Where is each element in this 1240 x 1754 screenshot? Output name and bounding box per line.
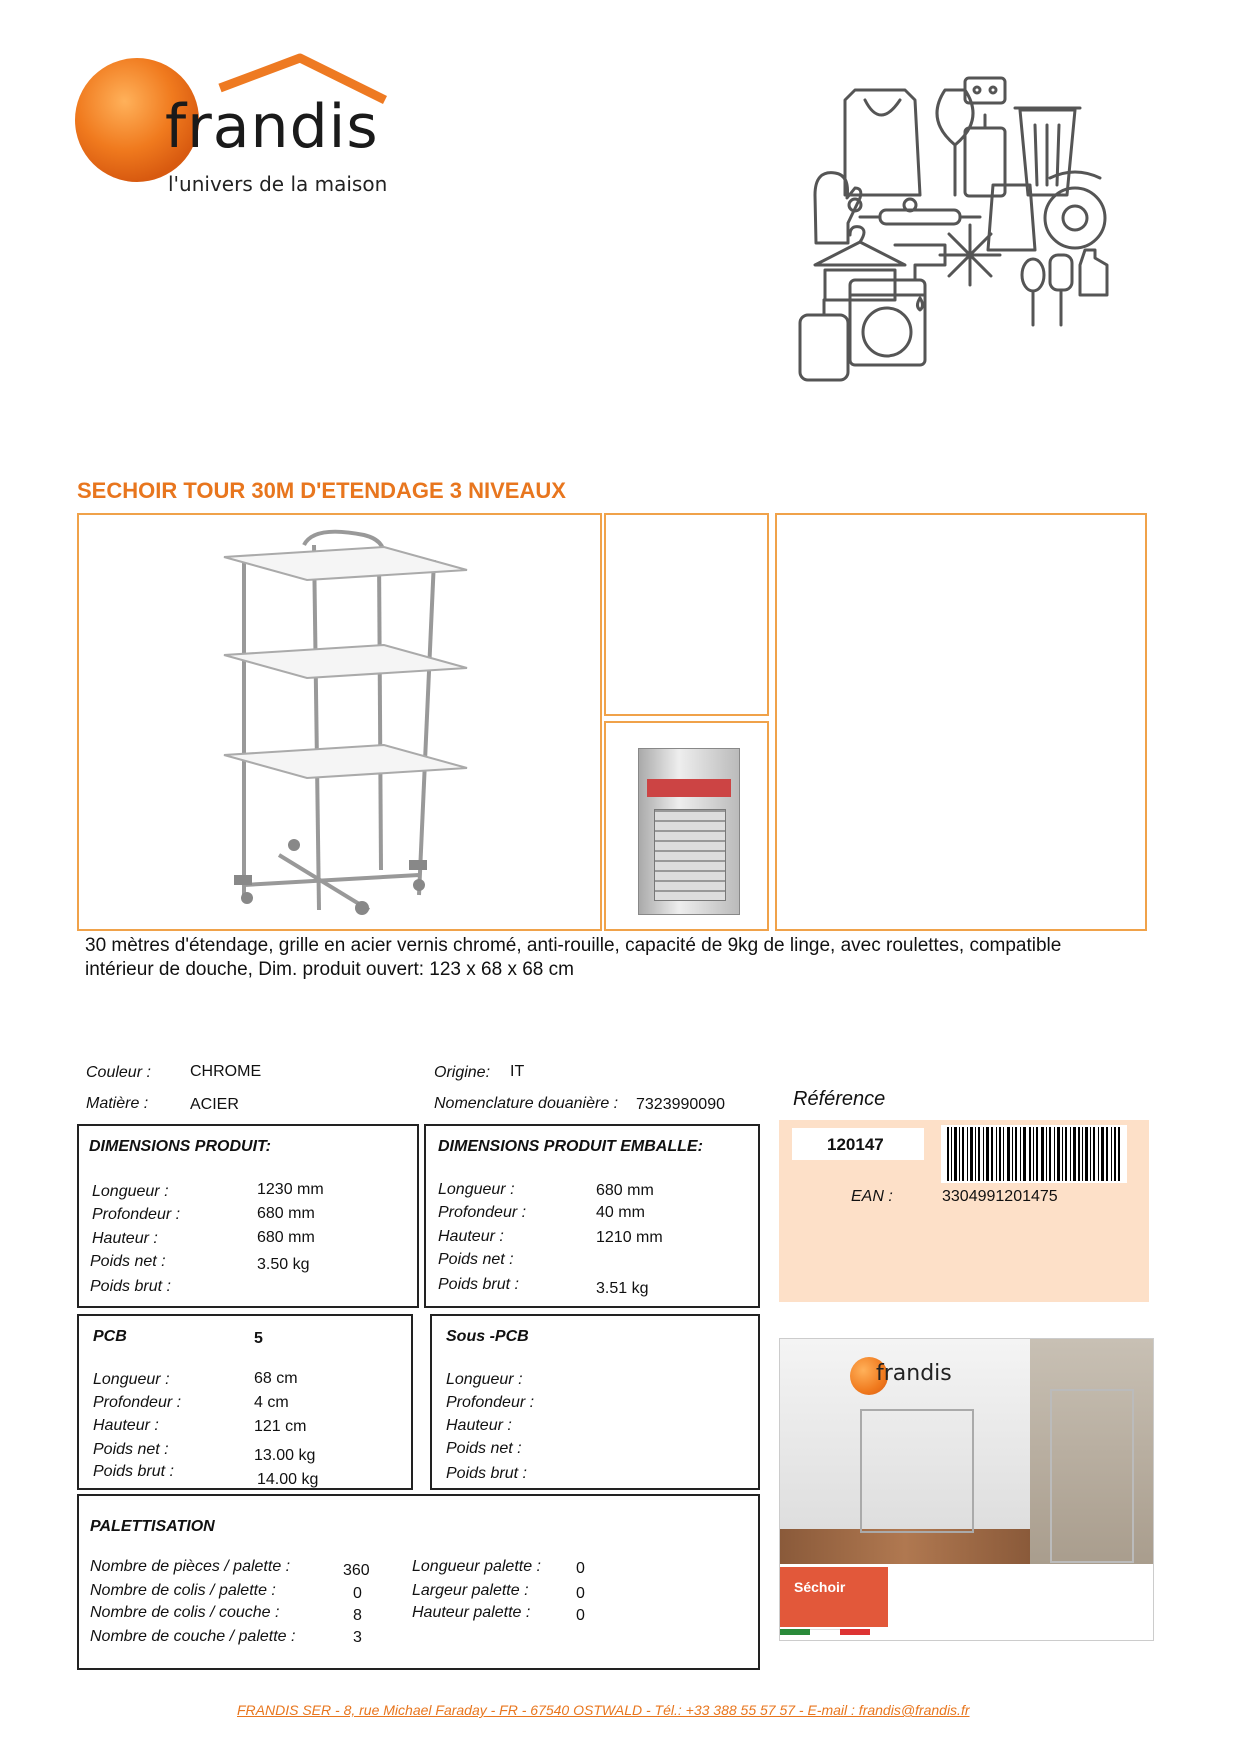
- palettisation-panel: [77, 1494, 760, 1670]
- dp-profondeur-value: 680 mm: [257, 1205, 315, 1222]
- pcb-poids-net-label: Poids net :: [93, 1441, 169, 1458]
- packaging-image-frame: [604, 721, 769, 931]
- couleur-label: Couleur :: [86, 1064, 151, 1081]
- pcb-longueur-label: Longueur :: [93, 1371, 170, 1388]
- sp-hauteur-label: Hauteur :: [446, 1417, 512, 1434]
- packaging-brand: frandis: [876, 1361, 952, 1386]
- pal-longueur-label: Longueur palette :: [412, 1558, 541, 1575]
- dp-longueur-label: Longueur :: [92, 1183, 169, 1200]
- brand-name: frandis: [165, 92, 379, 162]
- origine-value: IT: [510, 1063, 525, 1080]
- matiere-value: ACIER: [190, 1096, 239, 1113]
- pcb-poids-brut-value: 14.00 kg: [257, 1471, 319, 1488]
- dp-poids-net-value: 3.50 kg: [257, 1256, 310, 1273]
- pal-pieces-label: Nombre de pièces / palette :: [90, 1558, 291, 1575]
- pcb-profondeur-label: Profondeur :: [93, 1394, 182, 1411]
- de-hauteur-label: Hauteur :: [438, 1228, 504, 1245]
- pcb-poids-net-value: 13.00 kg: [254, 1447, 316, 1464]
- pal-hauteur-label: Hauteur palette :: [412, 1604, 531, 1621]
- de-poids-brut-label: Poids brut :: [438, 1276, 519, 1293]
- pcb-panel: [77, 1314, 413, 1490]
- nomenclature-label: Nomenclature douanière :: [434, 1095, 619, 1112]
- packaging-box-image: [638, 748, 740, 915]
- ean-value: 3304991201475: [942, 1188, 1058, 1205]
- pcb-hauteur-label: Hauteur :: [93, 1417, 159, 1434]
- dp-poids-net-label: Poids net :: [90, 1253, 166, 1270]
- dimensions-emballe-panel: [424, 1124, 760, 1308]
- drying-rack-illustration: [79, 515, 600, 929]
- reference-panel: [779, 1120, 1149, 1302]
- product-title: SECHOIR TOUR 30M D'ETENDAGE 3 NIVEAUX: [77, 478, 566, 503]
- pal-pieces-value: 360: [343, 1562, 370, 1579]
- pal-colis-couche-label: Nombre de colis / couche :: [90, 1604, 280, 1621]
- matiere-label: Matière :: [86, 1095, 149, 1112]
- pcb-profondeur-value: 4 cm: [254, 1394, 289, 1411]
- pal-colis-palette-value: 0: [353, 1585, 362, 1602]
- dp-hauteur-label: Hauteur :: [92, 1230, 158, 1247]
- dimensions-emballe-title: DIMENSIONS PRODUIT EMBALLE:: [438, 1138, 703, 1155]
- dp-poids-brut-label: Poids brut :: [90, 1278, 171, 1295]
- pal-couche-palette-value: 3: [353, 1629, 362, 1646]
- de-poids-brut-value: 3.51 kg: [596, 1280, 649, 1297]
- ean-label: EAN :: [851, 1188, 893, 1205]
- reference-value: 120147: [827, 1135, 884, 1154]
- footer-contact: FRANDIS SER - 8, rue Michael Faraday - FR - 67540 OSTWALD - Tél.: +33 388 55 57 57 - E-mail : frandis@frandis.fr: [237, 1702, 970, 1718]
- pal-longueur-value: 0: [576, 1560, 585, 1577]
- household-icons-illustration: [795, 70, 1135, 410]
- pal-largeur-label: Largeur palette :: [412, 1582, 529, 1599]
- pcb-value: 5: [254, 1330, 263, 1347]
- de-hauteur-value: 1210 mm: [596, 1229, 663, 1246]
- pcb-title: PCB: [93, 1328, 127, 1345]
- sp-poids-net-label: Poids net :: [446, 1440, 522, 1457]
- sp-longueur-label: Longueur :: [446, 1371, 523, 1388]
- secondary-image-frame-top: [604, 513, 769, 716]
- dp-hauteur-value: 680 mm: [257, 1229, 315, 1246]
- nomenclature-value: 7323990090: [636, 1096, 725, 1113]
- origine-label: Origine:: [434, 1064, 491, 1081]
- sp-poids-brut-label: Poids brut :: [446, 1465, 527, 1482]
- pal-largeur-value: 0: [576, 1585, 585, 1602]
- palettisation-title: PALETTISATION: [90, 1518, 215, 1535]
- dimensions-produit-panel: [77, 1124, 419, 1308]
- dp-profondeur-label: Profondeur :: [92, 1206, 181, 1223]
- barcode: [941, 1125, 1127, 1183]
- couleur-value: CHROME: [190, 1063, 262, 1080]
- sous-pcb-title: Sous -PCB: [446, 1328, 529, 1345]
- pcb-hauteur-value: 121 cm: [254, 1418, 307, 1435]
- main-product-image-frame: [77, 513, 602, 931]
- pal-couche-palette-label: Nombre de couche / palette :: [90, 1628, 296, 1645]
- packaging-photo: [779, 1338, 1154, 1641]
- de-profondeur-value: 40 mm: [596, 1204, 645, 1221]
- product-description-line2: intérieur de douche, Dim. produit ouvert: 123 x 68 x 68 cm: [85, 959, 574, 980]
- secondary-image-frame-right: [775, 513, 1147, 931]
- dimensions-produit-title: DIMENSIONS PRODUIT:: [89, 1138, 271, 1155]
- de-longueur-label: Longueur :: [438, 1181, 515, 1198]
- dp-longueur-value: 1230 mm: [257, 1181, 324, 1198]
- pal-hauteur-value: 0: [576, 1607, 585, 1624]
- product-description-line1: 30 mètres d'étendage, grille en acier vernis chromé, anti-rouille, capacité de 9kg de linge, avec roulettes, compatible: [85, 935, 1062, 956]
- de-longueur-value: 680 mm: [596, 1182, 654, 1199]
- sp-profondeur-label: Profondeur :: [446, 1394, 535, 1411]
- packaging-product-word: Séchoir: [794, 1579, 846, 1595]
- pal-colis-palette-label: Nombre de colis / palette :: [90, 1582, 276, 1599]
- brand-tagline: l'univers de la maison: [168, 172, 388, 196]
- pal-colis-couche-value: 8: [353, 1607, 362, 1624]
- de-poids-net-label: Poids net :: [438, 1251, 514, 1268]
- pcb-poids-brut-label: Poids brut :: [93, 1463, 174, 1480]
- sous-pcb-panel: [430, 1314, 760, 1490]
- reference-label: Référence: [793, 1088, 886, 1110]
- pcb-longueur-value: 68 cm: [254, 1370, 298, 1387]
- de-profondeur-label: Profondeur :: [438, 1204, 527, 1221]
